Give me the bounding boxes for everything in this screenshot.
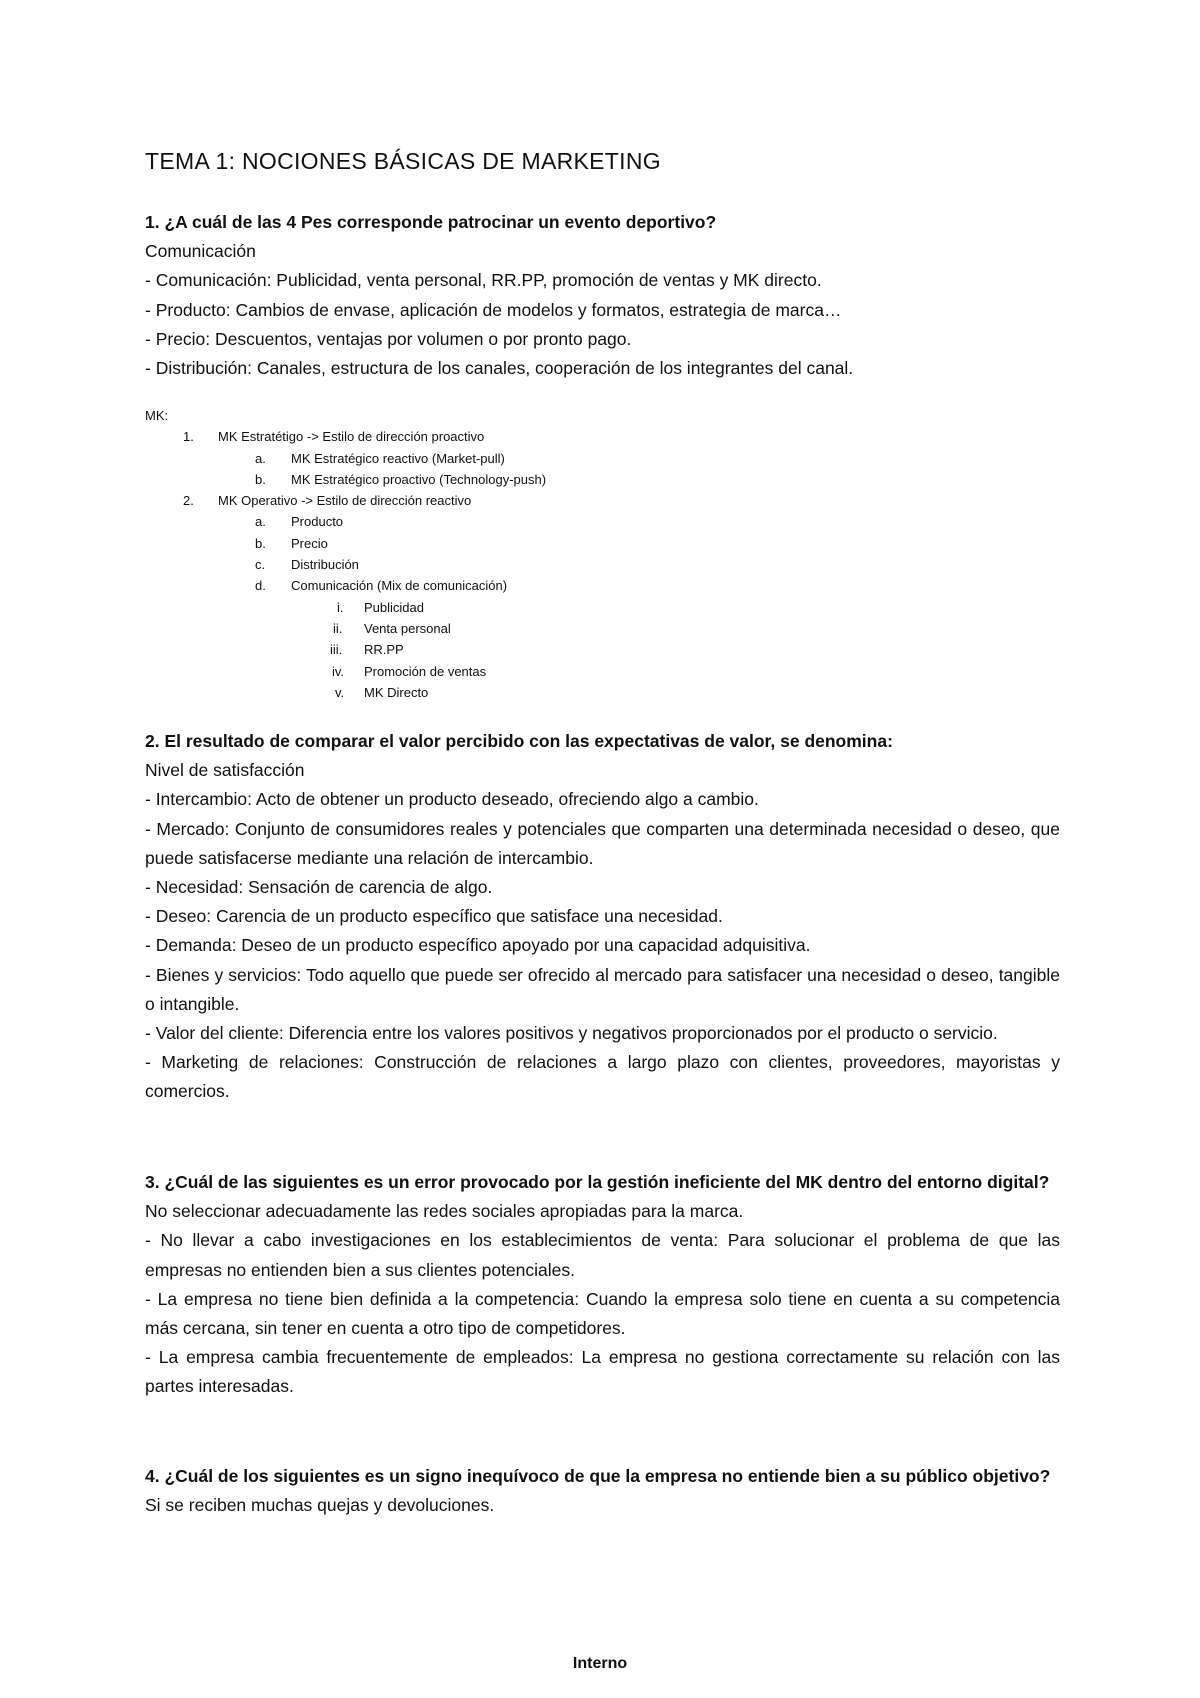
list-item: [145, 426, 1060, 447]
list-item: [145, 597, 1060, 618]
list-item: [145, 661, 1060, 682]
answer-2: Nivel de satisfacción: [145, 760, 305, 781]
list-marker: a.: [255, 514, 266, 530]
list-item: - Mercado: Conjunto de consumidores reales y potenciales que comparten una determinada necesidad o deseo, que puede satisfacerse mediante una relación de intercambio.: [145, 818, 1060, 868]
list-marker: v.: [335, 684, 345, 700]
list-marker: b.: [255, 471, 266, 487]
list-item: - La empresa no tiene bien definida a la competencia: Cuando la empresa solo tiene en cuenta a su competencia más cercana, sin tener en cuenta a otro tipo de competidores.: [145, 1288, 1060, 1339]
list-marker: ii.: [333, 620, 343, 636]
list-text: RR.PP: [364, 642, 404, 658]
list-item: - Comunicación: Publicidad, venta personal, RR.PP, promoción de ventas y MK directo.: [145, 270, 822, 291]
list-item: - No llevar a cabo investigaciones en los establecimientos de venta: Para solucionar el problema de que las empresas no entienden bien a sus clientes potenciales.: [145, 1230, 1060, 1280]
page-footer: Interno: [572, 1655, 628, 1672]
answer-3: No seleccionar adecuadamente las redes sociales apropiadas para la marca.: [145, 1201, 744, 1222]
list-marker: d.: [255, 578, 266, 594]
list-marker: b.: [255, 535, 266, 551]
question-2-section: [145, 727, 1060, 1107]
list-item: - Demanda: Deseo de un producto específico apoyado por una capacidad adquisitiva.: [145, 935, 811, 956]
list-item: - Distribución: Canales, estructura de los canales, cooperación de los integrantes del canal.: [145, 358, 854, 379]
list-item: [145, 682, 1060, 703]
question-1-section: [145, 208, 1060, 383]
question-4-section: [145, 1462, 1060, 1520]
outline-heading-row: [145, 405, 1060, 426]
list-text: Publicidad: [364, 599, 424, 615]
list-item: - Bienes y servicios: Todo aquello que puede ser ofrecido al mercado para satisfacer una necesidad o deseo, tangible o intangible.: [145, 964, 1060, 1014]
list-text: Producto: [291, 514, 344, 530]
list-text: Venta personal: [364, 620, 451, 636]
question-3: 3. ¿Cuál de las siguientes es un error provocado por la gestión ineficiente del MK dentro del entorno digital?: [145, 1172, 1050, 1192]
list-item: [145, 639, 1060, 660]
list-text: MK Estratétigo -> Estilo de dirección proactivo: [218, 429, 485, 445]
list-item: [145, 533, 1060, 554]
list-item: - Precio: Descuentos, ventajas por volumen o por pronto pago.: [145, 328, 632, 349]
outline-heading: MK:: [145, 408, 169, 423]
list-marker: c.: [255, 557, 266, 573]
list-marker: iv.: [332, 663, 345, 679]
list-item: - Deseo: Carencia de un producto específico que satisface una necesidad.: [145, 906, 723, 927]
page-title: TEMA 1: NOCIONES BÁSICAS DE MARKETING: [145, 148, 661, 174]
list-text: Distribución: [291, 557, 359, 573]
answer-4: Si se reciben muchas quejas y devoluciones.: [145, 1495, 495, 1516]
list-item: [145, 469, 1060, 490]
list-item: [145, 618, 1060, 639]
list-item: - Producto: Cambios de envase, aplicación de modelos y formatos, estrategia de marca…: [145, 299, 842, 320]
list-text: Precio: [291, 535, 328, 551]
list-item: - Valor del cliente: Diferencia entre los valores positivos y negativos proporcionados por el producto o servicio.: [145, 1023, 998, 1044]
list-marker: 1.: [183, 429, 194, 445]
list-item: [145, 490, 1060, 511]
list-text: Comunicación (Mix de comunicación): [291, 578, 508, 594]
list-marker: iii.: [330, 642, 343, 658]
list-item: [145, 554, 1060, 575]
question-4: 4. ¿Cuál de los siguientes es un signo inequívoco de que la empresa no entiende bien a su público objetivo?: [145, 1466, 1051, 1486]
list-text: MK Operativo -> Estilo de dirección reactivo: [218, 493, 472, 509]
list-text: MK Directo: [364, 684, 429, 700]
list-item: - Marketing de relaciones: Construcción de relaciones a largo plazo con clientes, proveedores, mayoristas y comercios.: [145, 1052, 1060, 1102]
mk-outline: [145, 405, 1060, 703]
answer-1: Comunicación: [145, 241, 256, 262]
list-text: MK Estratégico proactivo (Technology-push): [291, 471, 547, 487]
list-marker: a.: [255, 450, 266, 466]
list-text: Promoción de ventas: [364, 663, 487, 679]
list-item: [145, 511, 1060, 532]
list-marker: 2.: [183, 493, 194, 509]
question-3-section: [145, 1168, 1060, 1402]
question-2: 2. El resultado de comparar el valor percibido con las expectativas de valor, se denomina:: [145, 731, 893, 751]
list-marker: i.: [337, 599, 344, 615]
list-item: [145, 575, 1060, 596]
list-item: - La empresa cambia frecuentemente de empleados: La empresa no gestiona correctamente su relación con las partes interesadas.: [145, 1347, 1060, 1397]
list-item: - Intercambio: Acto de obtener un producto deseado, ofreciendo algo a cambio.: [145, 789, 759, 810]
question-1: 1. ¿A cuál de las 4 Pes corresponde patrocinar un evento deportivo?: [145, 212, 717, 232]
list-text: MK Estratégico reactivo (Market-pull): [291, 450, 505, 466]
list-item: [145, 448, 1060, 469]
list-item: - Necesidad: Sensación de carencia de algo.: [145, 877, 493, 898]
